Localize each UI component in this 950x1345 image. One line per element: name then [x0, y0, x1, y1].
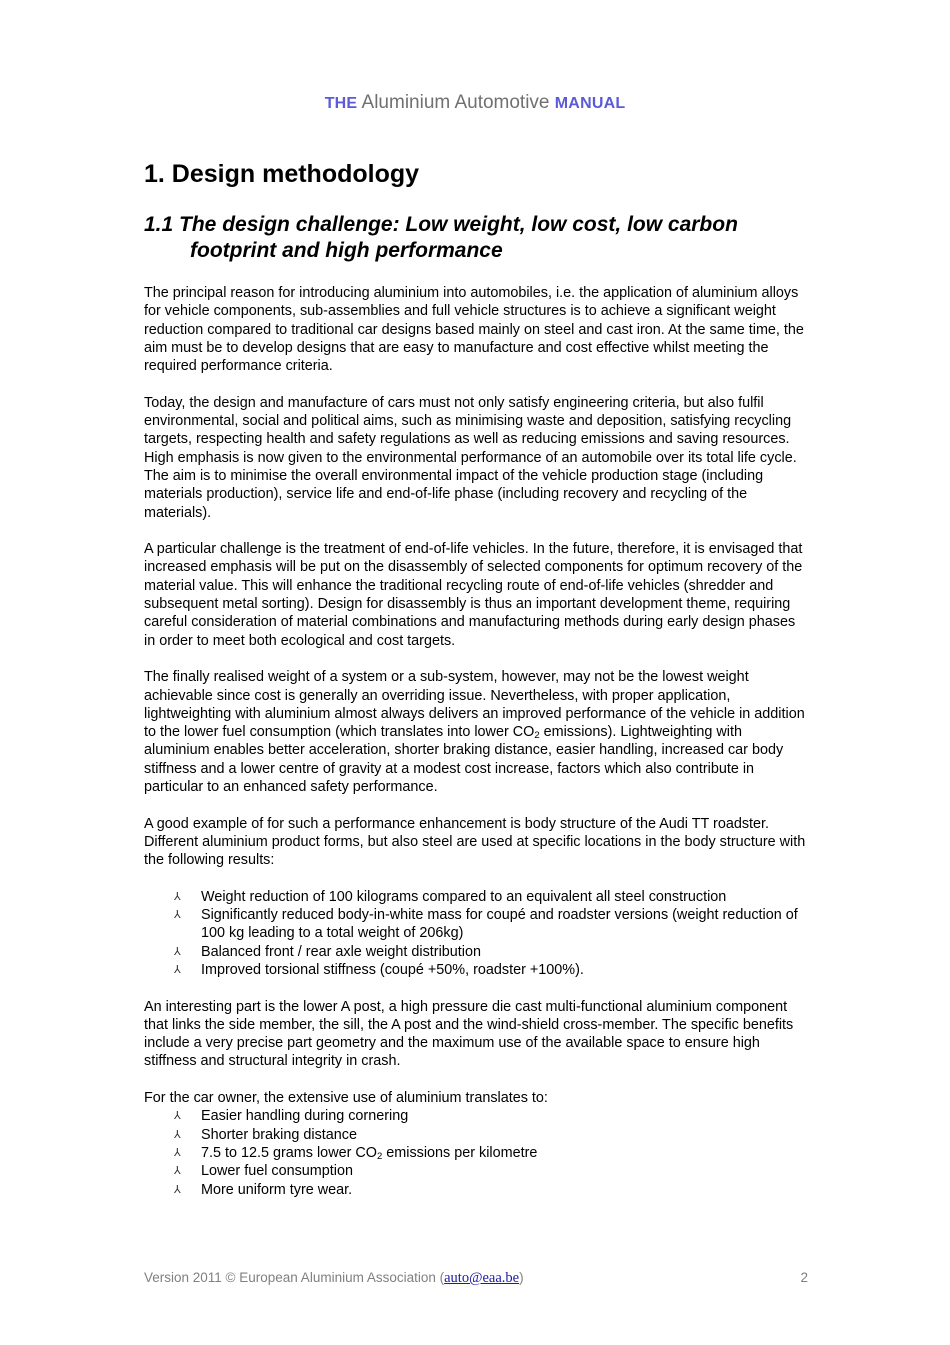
bullet-icon: ⅄ [174, 1110, 181, 1123]
bullet-icon: ⅄ [174, 1165, 181, 1178]
paragraph-intro: The principal reason for introducing aluminium into automobiles, i.e. the application of aluminium alloys for vehicle components, sub-assemblies and full vehicle structures is to achieve a significant weight reduction compared to traditional car designs based mainly on steel and cast iron. At the same time, the aim must be to develop designs that are easy to manufacture and cost effective whilst meeting the required performance criteria. [144, 285, 804, 375]
section-heading: 1. Design methodology [144, 160, 420, 188]
paragraph-environment: Today, the design and manufacture of cars must not only satisfy engineering criteria, but also fulfil environmental, social and political aims, such as minimising waste and deposition, satisfying recycling targets, respecting health and safety regulations as well as reducing emissions and saving resources. High emphasis is now given to the environmental performance of an automobile over its total life cycle. The aim is to minimise the overall environmental impact of the vehicle production stage (including materials production), service life and end-of-life phase (including recovery and recycling of the materials). [144, 394, 797, 521]
bullet-icon: ⅄ [174, 1128, 181, 1141]
list-item: ⅄ 7.5 to 12.5 grams lower $CO_2$ emissions per kilometre [174, 1144, 538, 1162]
header-the: THE [324, 95, 358, 112]
header-manual: MANUAL [554, 95, 626, 112]
results-list [144, 888, 808, 979]
paragraph-end-of-life: A particular challenge is the treatment of end-of-life vehicles. In the future, therefore, it is envisaged that increased emphasis will be put on the disassembly of selected components for optimum recovery of the material value. This will enhance the traditional recycling route of end-of-life vehicles (shredder and subsequent metal sorting). Design for disassembly is thus an important development theme, requiring careful consideration of material combinations and manufacturing methods during early design phases in order to meet both ecological and cost targets. [144, 541, 803, 649]
paragraph-audi-example: A good example of for such a performance enhancement is body structure of the Audi TT roadster. Different aluminium product forms, but also steel are used at specific locations in the body structure with the following results: [144, 815, 806, 869]
paragraph-lightweighting: The finally realised weight of a system or a sub-system, however, may not be the lowest weight achievable since cost is generally an overriding issue. Nevertheless, with proper application, lightweighting with aluminium almost always delivers an improved performance of the vehicle in addition to the lower fuel consumption (which translates into lower $CO_2$ emissions). Lightweighting with aluminium enables better acceleration, shorter braking distance, easier handling, increased car body stiffness and a lower centre of gravity at a modest cost increase, factors which also contribute in particular to an enhanced safety performance. [144, 669, 805, 796]
list-item: ⅄ Significantly reduced body-in-white mass for coupé and roadster versions (weight reduction of 100 kg leading to a total weight of 206kg) [174, 907, 798, 942]
manual-header [0, 92, 950, 114]
page-number: 2 [800, 1270, 808, 1285]
list-item: ⅄ Improved torsional stiffness (coupé +50%, roadster +100%). [174, 961, 584, 978]
bullet-icon: ⅄ [174, 963, 181, 976]
bullet-icon: ⅄ [174, 890, 181, 903]
list-item: ⅄ Shorter braking distance [174, 1126, 357, 1143]
list-item: ⅄ Lower fuel consumption [174, 1163, 353, 1180]
paragraph-car-owner: For the car owner, the extensive use of aluminium translates to: [144, 1090, 548, 1107]
paragraph-a-post: An interesting part is the lower A post, a high pressure die cast multi-functional aluminium component that links the side member, the sill, the A post and the wind-shield cross-member. The specific benefits include a very precise part geometry and the maximum use of the available space to ensure high stiffness and structural integrity in crash. [144, 998, 794, 1070]
subsection-heading: 1.1 The design challenge: Low weight, low cost, low carbon footprint and high performance [144, 213, 738, 262]
bullet-icon: ⅄ [174, 945, 181, 958]
list-item: ⅄ Balanced front / rear axle weight distribution [174, 943, 481, 960]
bullet-icon: ⅄ [174, 1183, 181, 1196]
list-item: ⅄ Weight reduction of 100 kilograms compared to an equivalent all steel construction [174, 888, 727, 905]
footer-email-link[interactable]: auto@eaa.be [444, 1270, 520, 1286]
bullet-icon: ⅄ [174, 909, 181, 922]
bullet-icon: ⅄ [174, 1146, 181, 1159]
page-content [144, 158, 808, 1217]
header-title: Aluminium Automotive [361, 92, 550, 113]
owner-benefits-list [144, 1107, 808, 1198]
list-item: ⅄ Easier handling during cornering [174, 1108, 409, 1125]
footer-version: Version 2011 © European Aluminium Association ( [144, 1270, 445, 1285]
page-footer: Version 2011 © European Aluminium Association (auto@eaa.be) 2 [144, 1270, 808, 1286]
list-item: ⅄ More uniform tyre wear. [174, 1181, 353, 1198]
